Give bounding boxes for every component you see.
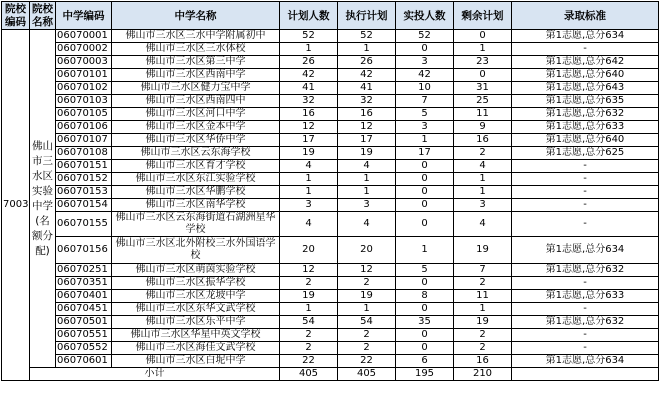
table-row <box>2 69 659 82</box>
table-row <box>2 290 659 303</box>
plan-cell: 16 <box>280 108 338 121</box>
plan-cell: 42 <box>280 69 338 82</box>
school-code-cell: 06070401 <box>56 290 112 303</box>
school-name-cell: 佛山市三水区东华文武学校 <box>112 303 280 316</box>
plan-cell: 12 <box>280 121 338 134</box>
exec-cell: 12 <box>338 264 396 277</box>
school-name-cell: 佛山市三水区华星中英文学校 <box>112 329 280 342</box>
plan-cell: 1 <box>280 173 338 186</box>
remain-cell: 16 <box>454 134 512 147</box>
college-code-cell: 7003 <box>2 30 30 381</box>
actual-cell: 0 <box>396 277 454 290</box>
standard-cell: - <box>512 43 659 56</box>
plan-cell: 2 <box>280 329 338 342</box>
remain-cell: 19 <box>454 316 512 329</box>
exec-cell: 1 <box>338 173 396 186</box>
school-code-cell: 06070552 <box>56 342 112 355</box>
school-code-cell: 06070251 <box>56 264 112 277</box>
school-code-cell: 06070551 <box>56 329 112 342</box>
exec-cell: 2 <box>338 329 396 342</box>
remain-cell: 1 <box>454 43 512 56</box>
header-exec: 执行计划 <box>338 2 396 30</box>
plan-cell: 19 <box>280 147 338 160</box>
standard-cell: 第1志愿,总分640 <box>512 134 659 147</box>
actual-cell: 6 <box>396 355 454 368</box>
school-name-cell: 佛山市三水区华鹏学校 <box>112 186 280 199</box>
school-name-cell: 佛山市三水区云东海街道石湖洲星华学校 <box>112 212 280 237</box>
standard-cell: 第1志愿,总分634 <box>512 355 659 368</box>
school-name-cell: 佛山市三水区云东海学校 <box>112 147 280 160</box>
actual-cell: 0 <box>396 186 454 199</box>
remain-cell: 1 <box>454 303 512 316</box>
actual-cell: 0 <box>396 329 454 342</box>
standard-cell: 第1志愿,总分643 <box>512 82 659 95</box>
actual-cell: 0 <box>396 342 454 355</box>
plan-cell: 17 <box>280 134 338 147</box>
exec-cell: 4 <box>338 160 396 173</box>
school-name-cell: 佛山市三水区萌茵实验学校 <box>112 264 280 277</box>
plan-cell: 2 <box>280 342 338 355</box>
header-school-code: 中学编码 <box>56 2 112 30</box>
standard-cell: 第1志愿,总分625 <box>512 147 659 160</box>
table-row <box>2 82 659 95</box>
remain-cell: 0 <box>454 69 512 82</box>
subtotal-label: 小计 <box>30 368 280 381</box>
school-name-cell: 佛山市三水区三水中学附属初中 <box>112 30 280 43</box>
remain-cell: 9 <box>454 121 512 134</box>
school-code-cell: 06070106 <box>56 121 112 134</box>
actual-cell: 52 <box>396 30 454 43</box>
standard-cell: 第1志愿,总分633 <box>512 290 659 303</box>
standard-cell: - <box>512 186 659 199</box>
school-code-cell: 06070101 <box>56 69 112 82</box>
table-row <box>2 329 659 342</box>
exec-cell: 2 <box>338 342 396 355</box>
header-standard: 录取标准 <box>512 2 659 30</box>
exec-cell: 52 <box>338 30 396 43</box>
standard-cell: - <box>512 160 659 173</box>
school-name-cell: 佛山市三水区乐平中学 <box>112 316 280 329</box>
remain-cell: 11 <box>454 108 512 121</box>
standard-cell: 第1志愿,总分632 <box>512 264 659 277</box>
exec-cell: 32 <box>338 95 396 108</box>
actual-cell: 5 <box>396 108 454 121</box>
header-college-code: 院校编码 <box>2 2 30 30</box>
standard-cell: 第1志愿,总分632 <box>512 316 659 329</box>
standard-cell: 第1志愿,总分634 <box>512 237 659 264</box>
plan-cell: 1 <box>280 43 338 56</box>
exec-cell: 54 <box>338 316 396 329</box>
actual-cell: 0 <box>396 173 454 186</box>
school-code-cell: 06070351 <box>56 277 112 290</box>
exec-cell: 16 <box>338 108 396 121</box>
admission-table <box>1 1 659 381</box>
exec-cell: 17 <box>338 134 396 147</box>
exec-cell: 4 <box>338 212 396 237</box>
exec-cell: 26 <box>338 56 396 69</box>
school-name-cell: 佛山市三水区西南中学 <box>112 69 280 82</box>
school-code-cell: 06070103 <box>56 95 112 108</box>
table-row <box>2 342 659 355</box>
standard-cell: - <box>512 342 659 355</box>
standard-cell: 第1志愿,总分633 <box>512 121 659 134</box>
table-row <box>2 56 659 69</box>
table-row <box>2 160 659 173</box>
remain-cell: 4 <box>454 160 512 173</box>
school-name-cell: 佛山市三水区北外附校三水外国语学校 <box>112 237 280 264</box>
table-row <box>2 30 659 43</box>
plan-cell: 26 <box>280 56 338 69</box>
header-remain: 剩余计划 <box>454 2 512 30</box>
table-row <box>2 264 659 277</box>
exec-cell: 1 <box>338 186 396 199</box>
school-name-cell: 佛山市三水区南华学校 <box>112 199 280 212</box>
school-name-cell: 佛山市三水区海佳文武学校 <box>112 342 280 355</box>
school-name-cell: 佛山市三水区龙坡中学 <box>112 290 280 303</box>
actual-cell: 5 <box>396 264 454 277</box>
school-name-cell: 佛山市三水区健力宝中学 <box>112 82 280 95</box>
school-name-cell: 佛山市三水区第三中学 <box>112 56 280 69</box>
standard-cell: 第1志愿,总分632 <box>512 108 659 121</box>
exec-cell: 12 <box>338 121 396 134</box>
remain-cell: 25 <box>454 95 512 108</box>
header-school-name: 中学名称 <box>112 2 280 30</box>
school-code-cell: 06070152 <box>56 173 112 186</box>
exec-cell: 19 <box>338 290 396 303</box>
table-row <box>2 303 659 316</box>
table-row <box>2 108 659 121</box>
standard-cell: - <box>512 199 659 212</box>
standard-cell: 第1志愿,总分634 <box>512 30 659 43</box>
exec-cell: 3 <box>338 199 396 212</box>
remain-cell: 2 <box>454 147 512 160</box>
subtotal-standard <box>512 368 659 381</box>
remain-cell: 7 <box>454 264 512 277</box>
school-code-cell: 06070102 <box>56 82 112 95</box>
subtotal-remain: 210 <box>454 368 512 381</box>
school-code-cell: 06070155 <box>56 212 112 237</box>
subtotal-exec: 405 <box>338 368 396 381</box>
school-code-cell: 06070501 <box>56 316 112 329</box>
table-row <box>2 43 659 56</box>
standard-cell: 第1志愿,总分635 <box>512 95 659 108</box>
header-college-name: 院校名称 <box>30 2 56 30</box>
plan-cell: 3 <box>280 199 338 212</box>
subtotal-plan: 405 <box>280 368 338 381</box>
plan-cell: 12 <box>280 264 338 277</box>
plan-cell: 1 <box>280 186 338 199</box>
school-code-cell: 06070601 <box>56 355 112 368</box>
remain-cell: 2 <box>454 329 512 342</box>
school-name-cell: 佛山市三水区华侨中学 <box>112 134 280 147</box>
school-code-cell: 06070451 <box>56 303 112 316</box>
exec-cell: 20 <box>338 237 396 264</box>
exec-cell: 2 <box>338 277 396 290</box>
plan-cell: 4 <box>280 212 338 237</box>
table-body <box>2 30 659 381</box>
plan-cell: 54 <box>280 316 338 329</box>
actual-cell: 0 <box>396 303 454 316</box>
school-name-cell: 佛山市三水区金本中学 <box>112 121 280 134</box>
school-name-cell: 佛山市三水区白坭中学 <box>112 355 280 368</box>
remain-cell: 3 <box>454 199 512 212</box>
actual-cell: 3 <box>396 56 454 69</box>
table-row <box>2 212 659 237</box>
plan-cell: 41 <box>280 82 338 95</box>
actual-cell: 0 <box>396 160 454 173</box>
plan-cell: 52 <box>280 30 338 43</box>
remain-cell: 2 <box>454 277 512 290</box>
exec-cell: 41 <box>338 82 396 95</box>
remain-cell: 1 <box>454 186 512 199</box>
actual-cell: 0 <box>396 199 454 212</box>
school-name-cell: 佛山市三水区育才学校 <box>112 160 280 173</box>
actual-cell: 8 <box>396 290 454 303</box>
remain-cell: 23 <box>454 56 512 69</box>
remain-cell: 2 <box>454 342 512 355</box>
remain-cell: 19 <box>454 237 512 264</box>
standard-cell: - <box>512 303 659 316</box>
actual-cell: 42 <box>396 69 454 82</box>
table-row <box>2 134 659 147</box>
table-row <box>2 121 659 134</box>
exec-cell: 1 <box>338 43 396 56</box>
school-name-cell: 佛山市三水区三水体校 <box>112 43 280 56</box>
remain-cell: 16 <box>454 355 512 368</box>
standard-cell: - <box>512 329 659 342</box>
table-row <box>2 186 659 199</box>
school-code-cell: 06070108 <box>56 147 112 160</box>
actual-cell: 17 <box>396 147 454 160</box>
standard-cell: - <box>512 212 659 237</box>
standard-cell: - <box>512 277 659 290</box>
header-row <box>2 2 659 30</box>
school-name-cell: 佛山市三水区东江实验学校 <box>112 173 280 186</box>
remain-cell: 11 <box>454 290 512 303</box>
remain-cell: 0 <box>454 30 512 43</box>
table-row <box>2 277 659 290</box>
school-code-cell: 06070002 <box>56 43 112 56</box>
school-code-cell: 06070153 <box>56 186 112 199</box>
actual-cell: 35 <box>396 316 454 329</box>
standard-cell: 第1志愿,总分642 <box>512 56 659 69</box>
actual-cell: 0 <box>396 212 454 237</box>
actual-cell: 1 <box>396 237 454 264</box>
plan-cell: 1 <box>280 303 338 316</box>
table-row <box>2 316 659 329</box>
school-code-cell: 06070156 <box>56 237 112 264</box>
remain-cell: 31 <box>454 82 512 95</box>
exec-cell: 19 <box>338 147 396 160</box>
plan-cell: 32 <box>280 95 338 108</box>
school-code-cell: 06070154 <box>56 199 112 212</box>
school-code-cell: 06070105 <box>56 108 112 121</box>
table-row <box>2 355 659 368</box>
actual-cell: 1 <box>396 134 454 147</box>
subtotal-row <box>2 368 659 381</box>
school-code-cell: 06070003 <box>56 56 112 69</box>
table-row <box>2 95 659 108</box>
plan-cell: 2 <box>280 277 338 290</box>
school-name-cell: 佛山市三水区西南四中 <box>112 95 280 108</box>
standard-cell: - <box>512 173 659 186</box>
actual-cell: 7 <box>396 95 454 108</box>
exec-cell: 22 <box>338 355 396 368</box>
school-code-cell: 06070107 <box>56 134 112 147</box>
standard-cell: 第1志愿,总分640 <box>512 69 659 82</box>
school-code-cell: 06070001 <box>56 30 112 43</box>
header-actual: 实投人数 <box>396 2 454 30</box>
school-name-cell: 佛山市三水区河口中学 <box>112 108 280 121</box>
subtotal-actual: 195 <box>396 368 454 381</box>
remain-cell: 1 <box>454 173 512 186</box>
plan-cell: 4 <box>280 160 338 173</box>
remain-cell: 4 <box>454 212 512 237</box>
actual-cell: 3 <box>396 121 454 134</box>
table-row <box>2 199 659 212</box>
table-row <box>2 237 659 264</box>
actual-cell: 10 <box>396 82 454 95</box>
plan-cell: 22 <box>280 355 338 368</box>
table-row <box>2 173 659 186</box>
plan-cell: 20 <box>280 237 338 264</box>
table-row <box>2 147 659 160</box>
school-name-cell: 佛山市三水区振华学校 <box>112 277 280 290</box>
plan-cell: 19 <box>280 290 338 303</box>
actual-cell: 0 <box>396 43 454 56</box>
school-code-cell: 06070151 <box>56 160 112 173</box>
exec-cell: 42 <box>338 69 396 82</box>
header-plan: 计划人数 <box>280 2 338 30</box>
exec-cell: 1 <box>338 303 396 316</box>
college-name-cell: 佛山市三水区实验中学(名额分配) <box>30 30 56 368</box>
